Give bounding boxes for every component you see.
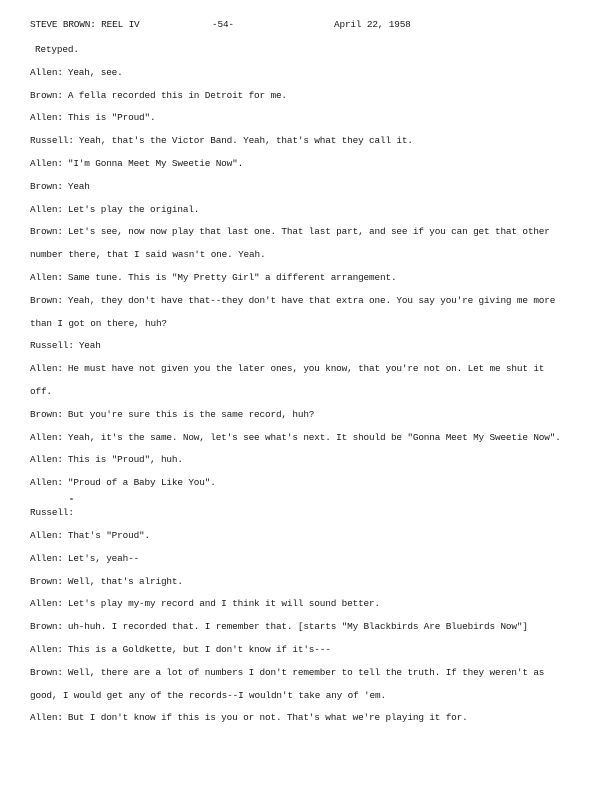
line-text: But I don't know if this is you or not. That's what we're playing it for. [67,712,468,724]
line-text: A fella recorded this in Detroit for me. [67,89,287,101]
transcript-line [30,597,590,620]
transcript-line [30,134,590,157]
speaker-label: Allen: [30,643,63,655]
line-text: He must have not given you the later ones, you know, that you're not on. Let me shut it [67,363,545,375]
transcript-line [30,529,590,552]
stray-mark [70,498,73,500]
transcript-line [30,506,590,529]
transcript-line [30,431,590,454]
transcript-line [30,89,590,112]
speaker-label: Allen: [30,112,63,124]
speaker-label: Brown: [30,575,63,587]
reel-title: STEVE BROWN: REEL IV [30,19,140,30]
speaker-label: Allen: [30,454,63,466]
line-text: Let's see, now now play that last one. That last part, and see if you can get that other [67,226,550,238]
speaker-label: Allen: [30,477,63,489]
speaker-label: Allen: [30,66,63,78]
transcript-line [30,294,590,317]
speaker-label: Brown: [30,408,63,420]
speaker-label: Brown: [30,666,63,678]
speaker-label: Allen: [30,431,63,443]
line-text: That's "Proud". [67,529,150,541]
speaker-label: Allen: [30,203,63,215]
speaker-label: Brown: [30,180,63,192]
page-number: -54- [212,19,234,30]
transcript-line [30,476,590,506]
line-text: than I got on there, huh? [30,317,167,329]
interview-date: April 22, 1958 [334,19,411,30]
transcript-line [30,203,590,226]
line-text: Let's play my-my record and I think it will sound better. [67,598,380,610]
speaker-label: Brown: [30,294,63,306]
transcript-line [30,271,590,294]
line-text: Same tune. This is "My Pretty Girl" a different arrangement. [67,271,397,283]
line-text: Yeah [78,340,101,352]
line-text: good, I would get any of the records--I wouldn't take any of 'em. [30,689,386,701]
transcript-line [30,111,590,134]
line-text: Well, there are a lot of numbers I don't remember to tell the truth. If they weren't as [67,666,545,678]
speaker-label: Russell: [30,507,74,519]
speaker-label: Allen: [30,598,63,610]
transcript-line [30,408,590,431]
transcript-line [30,711,590,734]
transcript-line [30,317,590,340]
speaker-label: Allen: [30,157,63,169]
line-text: This is a Goldkette, but I don't know if it's--- [67,643,331,655]
speaker-label: Allen: [30,552,63,564]
line-text: Yeah, see. [67,66,123,78]
transcript-line [30,575,590,598]
speaker-label: Allen: [30,529,63,541]
transcript-line [30,643,590,666]
speaker-label: Brown: [30,226,63,238]
transcript-line [30,552,590,575]
speaker-label: Brown: [30,621,63,633]
transcript-line [30,453,590,476]
transcript-line [30,362,590,385]
line-text: Let's play the original. [67,203,200,215]
transcript-line [30,66,590,89]
speaker-label: Brown: [30,89,63,101]
page-header [30,19,590,33]
line-text: But you're sure this is the same record, huh? [67,408,315,420]
line-text: This is "Proud". [67,112,156,124]
transcript-line [30,225,590,248]
speaker-label: Russell: [30,340,74,352]
line-text: "I'm Gonna Meet My Sweetie Now". [67,157,244,169]
line-text: Yeah, they don't have that--they don't have that extra one. You say you're giving me more [67,294,556,306]
speaker-label: Allen: [30,271,63,283]
speaker-label: Allen: [30,363,63,375]
speaker-label: Russell: [30,135,74,147]
transcript-line [30,385,590,408]
line-text: Yeah, that's the Victor Band. Yeah, that's what they call it. [78,135,413,147]
line-text: number there, that I said wasn't one. Yeah. [30,249,266,261]
line-text: Retyped. [35,44,79,55]
line-text: uh-huh. I recorded that. I remember that. [starts "My Blackbirds Are Bluebirds Now"] [67,621,528,633]
speaker-label: Allen: [30,712,63,724]
transcript-line [30,620,590,643]
transcript-line [30,248,590,271]
line-text: Let's, yeah-- [67,552,140,564]
line-text: This is "Proud", huh. [67,454,183,466]
transcript-line [30,689,590,712]
transcript-line [30,157,590,180]
transcript-line [30,666,590,689]
transcript-body [30,43,590,734]
line-text: Yeah [67,180,90,192]
line-text: "Proud of a Baby Like You". [67,477,216,489]
line-text: off. [30,385,52,397]
transcript-line [30,180,590,203]
transcript-line [30,339,590,362]
transcript-line [30,43,590,66]
line-text: Yeah, it's the same. Now, let's see what's next. It should be "Gonna Meet My Sweetie Now". [67,431,561,443]
line-text: Well, that's alright. [67,575,183,587]
